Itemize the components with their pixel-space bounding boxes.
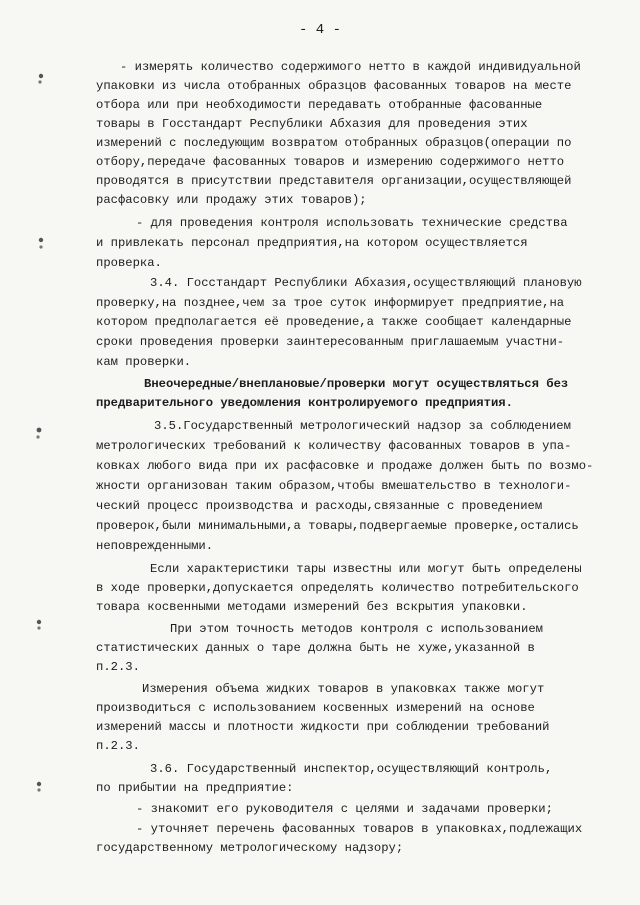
text-line: проводятся в присутствии представителя организации,осуществляющей: [96, 174, 572, 188]
text-line: предварительного уведомления контролируемого предприятия.: [96, 396, 513, 410]
text-line: ческий процесс производства и расходы,связанные с проведением: [96, 499, 543, 513]
text-line: статистических данных о таре должна быть не хуже,указанной в: [96, 641, 535, 655]
text-line: государственному метрологическому надзору;: [96, 841, 404, 855]
text-line: измерений массы и плотности жидкости при соблюдении требований: [96, 720, 550, 734]
text-line: 3.5.Государственный метрологический надзор за соблюдением: [154, 419, 571, 433]
text-line: и привлекать персонал предприятия,на котором осуществляется: [96, 236, 528, 250]
text-line: 3.6. Государственный инспектор,осуществляющий контроль,: [150, 762, 553, 776]
text-line: кам проверки.: [96, 355, 192, 369]
text-line: проверка.: [96, 256, 162, 270]
text-line: товара косвенными методами измерений без вскрытия упаковки.: [96, 600, 528, 614]
text-line: - знакомит его руководителя с целями и задачами проверки;: [136, 802, 553, 816]
binder-hole-mark: [36, 236, 46, 250]
text-line: измерений с последующим возвратом отобранных образцов(операции по: [96, 136, 572, 150]
text-line: ковках любого вида при их расфасовке и продаже должен быть по возмо-: [96, 459, 594, 473]
text-line: сроки проведения проверки заинтересованным приглашаемым участни-: [96, 335, 565, 349]
binder-hole-mark: [34, 426, 44, 440]
binder-hole-mark: [34, 618, 44, 632]
text-line: упаковки из числа отобранных образцов фасованных товаров на месте: [96, 79, 572, 93]
page-number: - 4 -: [298, 22, 341, 38]
text-line: проверку,на позднее,чем за трое суток информирует предприятие,на: [96, 296, 565, 310]
text-line: При этом точность методов контроля с использованием: [170, 622, 543, 636]
text-line: Внеочередные/внеплановые/проверки могут осуществляться без: [144, 377, 569, 391]
text-line: неповрежденными.: [96, 539, 214, 553]
text-line: товары в Госстандарт Республики Абхазия для проведения этих: [96, 117, 528, 131]
text-line: п.2.3.: [96, 660, 140, 674]
text-line: по прибытии на предприятие:: [96, 781, 294, 795]
text-line: Если характеристики тары известны или могут быть определены: [150, 562, 582, 576]
text-line: метрологических требований к количеству фасованных товаров в упа-: [96, 439, 572, 453]
text-line: производиться с использованием косвенных измерений на основе: [96, 701, 535, 715]
text-line: котором предполагается её проведение,а также сообщает календарные: [96, 315, 572, 329]
text-line: 3.4. Госстандарт Республики Абхазия,осуществляющий плановую: [150, 276, 582, 290]
text-line: отбору,передаче фасованных товаров и измерению содержимого нетто: [96, 155, 565, 169]
text-line: отбора или при необходимости передавать отобранные фасованные: [96, 98, 543, 112]
text-line: Измерения объема жидких товаров в упаковках также могут: [142, 682, 545, 696]
text-line: проверок,были минимальными,а товары,подвергаемые проверке,остались: [96, 519, 579, 533]
text-line: расфасовку или продажу этих товаров);: [96, 193, 367, 207]
text-line: - измерять количество содержимого нетто в каждой индивидуальной: [120, 60, 581, 74]
text-line: - для проведения контроля использовать технические средства: [136, 216, 568, 230]
binder-hole-mark: [34, 780, 44, 794]
binder-hole-mark: [36, 72, 46, 86]
text-line: жности организован таким образом,чтобы вмешательство в технологи-: [96, 479, 572, 493]
text-line: в ходе проверки,допускается определять количество потребительского: [96, 581, 579, 595]
text-line: п.2.3.: [96, 739, 140, 753]
text-line: - уточняет перечень фасованных товаров в упаковках,подлежащих: [136, 822, 583, 836]
